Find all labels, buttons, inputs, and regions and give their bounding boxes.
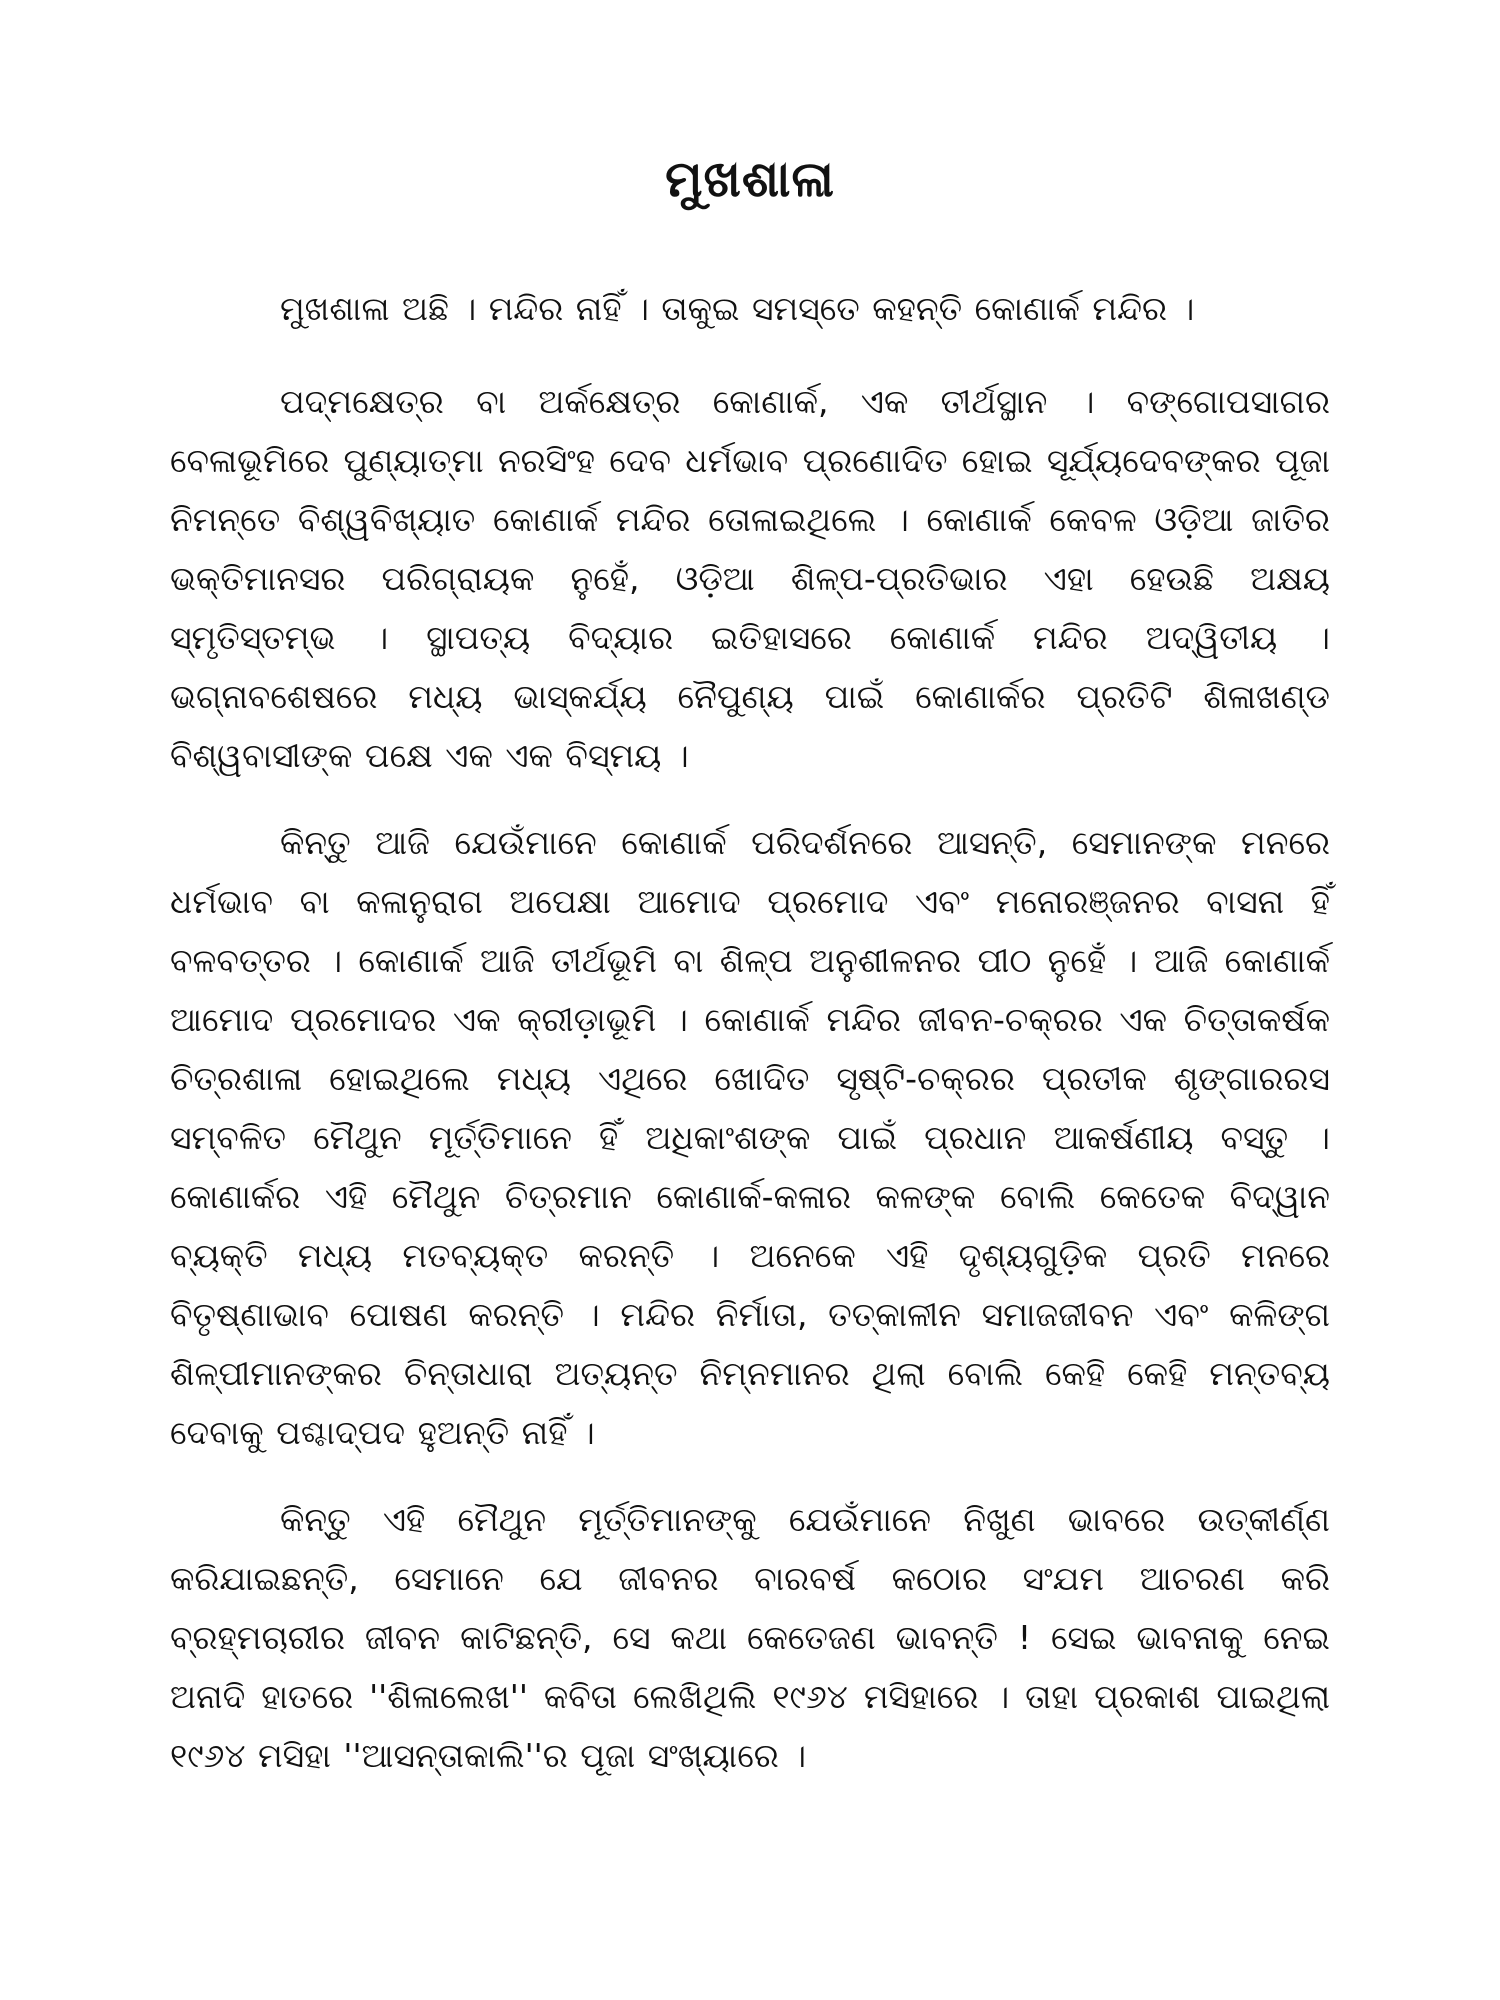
page-title: ମୁଖଶାଳା xyxy=(665,150,835,208)
document-page xyxy=(170,150,1330,1813)
paragraph-intro: ମୁଖଶାଳା ଅଛି । ମନ୍ଦିର ନାହିଁ । ତାକୁଇ ସମସ୍ତେ କହନ୍ତି କୋଣାର୍କ ମନ୍ଦିର । xyxy=(280,289,1195,328)
paragraph-konark-history: ପଦ୍ମକ୍ଷେତ୍ର ବା ଅର୍କକ୍ଷେତ୍ର କୋଣାର୍କ, ଏକ ତୀର୍ଥସ୍ଥାନ । ବଙ୍ଗୋପସାଗର ବେଳାଭୂମିରେ ପୁଣ୍ୟାତ୍ମା ନରସିଂହ ଦେବ ଧର୍ମଭାବ ପ୍ରଣୋଦିତ ହୋଇ ସୂର୍ଯ୍ୟଦେବଙ୍କର ପୂଜା ନିମନ୍ତେ ବିଶ୍ୱବିଖ୍ୟାତ କୋଣାର୍କ ମନ୍ଦିର ତୋଳାଇଥିଲେ । କୋଣାର୍କ କେବଳ ଓଡ଼ିଆ ଜାତିର ଭକ୍ତିମାନସର ପରିଗ୍ରାୟକ ନୁହେଁ, ଓଡ଼ିଆ ଶିଳ୍ପ-ପ୍ରତିଭାର ଏହା ହେଉଛି ଅକ୍ଷୟ ସ୍ମୃତିସ୍ତମ୍ଭ । ସ୍ଥାପତ୍ୟ ବିଦ୍ୟାର ଇତିହାସରେ କୋଣାର୍କ ମନ୍ଦିର ଅଦ୍ୱିତୀୟ । ଭଗ୍ନାବଶେଷରେ ମଧ୍ୟ ଭାସ୍କର୍ଯ୍ୟ ନୈପୁଣ୍ୟ ପାଇଁ କୋଣାର୍କର ପ୍ରତିଟି ଶିଳାଖଣ୍ଡ ବିଶ୍ୱବାସୀଙ୍କ ପକ୍ଷେ ଏକ ଏକ ବିସ୍ମୟ । xyxy=(170,382,1330,775)
paragraph-visitors: କିନ୍ତୁ ଆଜି ଯେଉଁମାନେ କୋଣାର୍କ ପରିଦର୍ଶନରେ ଆସନ୍ତି, ସେମାନଙ୍କ ମନରେ ଧର୍ମଭାବ ବା କଳାନୁରାଗ ଅପେକ୍ଷା ଆମୋଦ ପ୍ରମୋଦ ଏବଂ ମନୋରଞ୍ଜନର ବାସନା ହିଁ ବଳବତ୍ତର । କୋଣାର୍କ ଆଜି ତୀର୍ଥଭୂମି ବା ଶିଳ୍ପ ଅନୁଶୀଳନର ପୀଠ ନୁହେଁ । ଆଜି କୋଣାର୍କ ଆମୋଦ ପ୍ରମୋଦର ଏକ କ୍ରୀଡ଼ାଭୂମି । କୋଣାର୍କ ମନ୍ଦିର ଜୀବନ-ଚକ୍ରର ଏକ ଚିତ୍ତାକର୍ଷକ ଚିତ୍ରଶାଳା ହୋଇଥିଲେ ମଧ୍ୟ ଏଥିରେ ଖୋଦିତ ସୃଷ୍ଟି-ଚକ୍ରର ପ୍ରତୀକ ଶୃଙ୍ଗାରରସ ସମ୍ବଳିତ ମୈଥୁନ ମୂର୍ତ୍ତିମାନେ ହିଁ ଅଧିକାଂଶଙ୍କ ପାଇଁ ପ୍ରଧାନ ଆକର୍ଷଣୀୟ ବସ୍ତୁ । କୋଣାର୍କର ଏହି ମୈଥୁନ ଚିତ୍ରମାନ କୋଣାର୍କ-କଳାର କଳଙ୍କ ବୋଲି କେତେକ ବିଦ୍ୱାନ ବ୍ୟକ୍ତି ମଧ୍ୟ ମତବ୍ୟକ୍ତ କରନ୍ତି । ଅନେକେ ଏହି ଦୃଶ୍ୟଗୁଡ଼ିକ ପ୍ରତି ମନରେ ବିତୃଷ୍ଣାଭାବ ପୋଷଣ କରନ୍ତି । ମନ୍ଦିର ନିର୍ମାତା, ତତ୍କାଳୀନ ସମାଜଜୀବନ ଏବଂ କଳିଙ୍ଗ ଶିଳ୍ପୀମାନଙ୍କର ଚିନ୍ତାଧାରା ଅତ୍ୟନ୍ତ ନିମ୍ନମାନର ଥିଲା ବୋଲି କେହି କେହି ମନ୍ତବ୍ୟ ଦେବାକୁ ପଶ୍ଚାଦ୍‌ପଦ ହୁଅନ୍ତି ନାହିଁ । xyxy=(170,823,1330,1452)
paragraph-sculptors: କିନ୍ତୁ ଏହି ମୈଥୁନ ମୂର୍ତ୍ତିମାନଙ୍କୁ ଯେଉଁମାନେ ନିଖୁଣ ଭାବରେ ଉତ୍କୀର୍ଣ୍ଣ କରିଯାଇଛନ୍ତି, ସେମାନେ ଯେ ଜୀବନର ବାରବର୍ଷ କଠୋର ସଂଯମ ଆଚରଣ କରି ବ୍ରହ୍ମଚାରୀର ଜୀବନ କାଟିଛନ୍ତି, ସେ କଥା କେତେଜଣ ଭାବନ୍ତି ! ସେଇ ଭାବନାକୁ ନେଇ ଅନାଦି ହାତରେ ''ଶିଳାଲେଖ'' କବିତା ଲେଖିଥିଲି ୧୯୬୪ ମସିହାରେ । ତାହା ପ୍ରକାଶ ପାଇଥିଲା ୧୯୬୪ ମସିହା ''ଆସନ୍ତାକାଲି''ର ପୂଜା ସଂଖ୍ୟାରେ । xyxy=(170,1500,1330,1775)
